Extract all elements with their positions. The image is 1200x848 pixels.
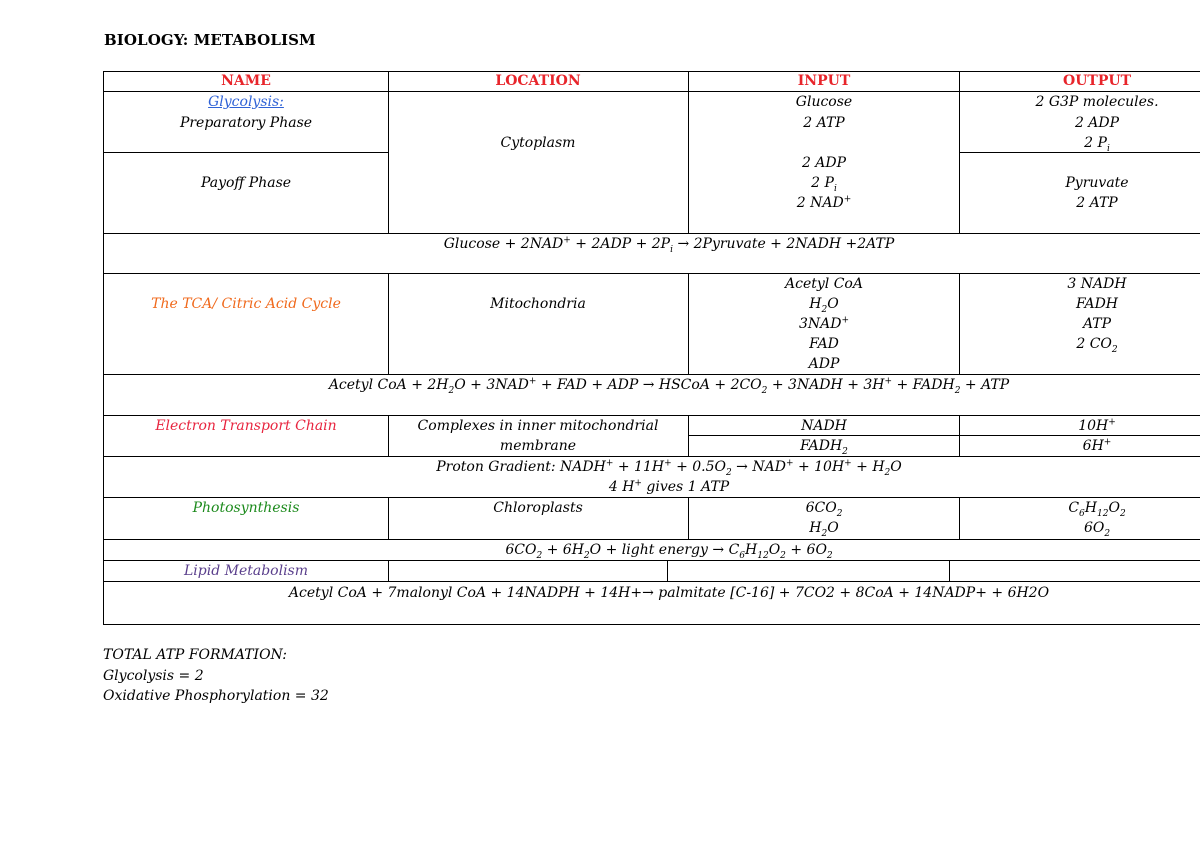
- metabolism-table: [103, 71, 1200, 625]
- payoff-phase-name: Payoff Phase: [200, 175, 292, 191]
- table-rule: [388, 560, 389, 582]
- tca-input-acetyl: Acetyl CoA: [785, 276, 863, 292]
- table-rule: [388, 273, 389, 375]
- lipid-equation: Acetyl CoA + 7malonyl CoA + 14NADPH + 14H+→ palmitate [C-16] + 7CO2 + 8CoA + 14NADP+ + 6H2O: [288, 585, 1050, 601]
- etc-location-line2: membrane: [499, 438, 577, 454]
- etc-input-fadh: $FADH_2$: [800, 438, 848, 457]
- lipid-name: Lipid Metabolism: [183, 563, 309, 579]
- photo-input-h2o: $H_2O$: [809, 520, 839, 539]
- header-name: NAME: [221, 73, 271, 89]
- atp-totals: [103, 645, 329, 707]
- prep-output-g3p: 2 G3P molecules.: [1035, 94, 1159, 110]
- table-rule: [688, 71, 689, 234]
- table-rule: [388, 415, 389, 457]
- header-output: OUTPUT: [1063, 73, 1131, 89]
- etc-input-nadh: NADH: [801, 418, 847, 434]
- table-rule: [959, 71, 960, 234]
- table-rule: [388, 497, 389, 540]
- photo-output-glucose: $C_6H_{12}O_2$: [1068, 500, 1126, 519]
- proton-gradient-equation: Proton Gradient: NADH+ + $11H^+ + 0.5O_2 \to NAD^+ + 10H^+ + H_2O$: [436, 458, 902, 478]
- atp-yield-line: 4 H+ gives 1 ATP: [608, 478, 730, 495]
- photo-output-o2: $6O_2$: [1083, 520, 1111, 539]
- payoff-input-nad: 2 NAD+: [796, 194, 852, 211]
- tca-input-h2o: $H_2O$: [809, 296, 839, 315]
- totals-oxphos: Oxidative Phosphorylation = 32: [103, 688, 329, 704]
- payoff-output-atp: 2 ATP: [1076, 195, 1118, 211]
- table-rule: [688, 497, 689, 540]
- glycolysis-location: Cytoplasm: [500, 135, 576, 151]
- tca-output-co2: 2 $CO_2$: [1076, 336, 1118, 355]
- etc-name: Electron Transport Chain: [155, 418, 337, 434]
- prep-output-adp: 2 ADP: [1074, 115, 1120, 131]
- etc-output-10h: 10H+: [1078, 417, 1116, 434]
- table-rule: [667, 560, 668, 582]
- tca-name: The TCA/ Citric Acid Cycle: [151, 296, 341, 312]
- payoff-input-pi: 2 $P_i$: [811, 175, 837, 194]
- table-rule: [388, 71, 389, 234]
- prep-output-pi: 2 $P_i$: [1084, 135, 1110, 154]
- table-rule: [959, 273, 960, 375]
- etc-location-line1: Complexes in inner mitochondrial: [417, 418, 659, 434]
- payoff-output-pyruvate: Pyruvate: [1065, 175, 1129, 191]
- totals-glycolysis: Glycolysis = 2: [103, 667, 204, 684]
- photosynthesis-equation: $6CO_2 + 6H_2O$ + light energy → $C_6H_{12}O_2 + 6O_2$: [505, 542, 833, 561]
- tca-location: Mitochondria: [490, 296, 586, 312]
- tca-equation: Acetyl CoA + $2H_2O + 3NAD^+$ + FAD + ADP → HSCoA + $2CO_2$ + 3NADH + $3H^+ + FADH_2$ + ATP: [328, 376, 1010, 396]
- glycolysis-equation: $Glucose + 2NAD^+ + 2ADP + 2P_i$ → 2Pyruvate + 2NADH +2ATP: [443, 235, 895, 255]
- table-rule: [104, 581, 1200, 582]
- table-rule: [959, 497, 960, 540]
- header-input: INPUT: [797, 73, 851, 89]
- prep-input-glucose: Glucose: [795, 94, 853, 110]
- tca-output-nadh: 3 NADH: [1067, 276, 1127, 292]
- tca-output-fadh: FADH: [1075, 296, 1119, 312]
- glycolysis-name: Glycolysis:: [208, 94, 284, 110]
- document-title: BIOLOGY: METABOLISM: [104, 31, 316, 49]
- prep-input-atp: 2 ATP: [803, 115, 845, 131]
- tca-input-fad: FAD: [809, 336, 839, 352]
- table-rule: [960, 152, 1200, 153]
- header-location: LOCATION: [495, 73, 581, 89]
- table-rule: [104, 152, 389, 153]
- tca-output-atp: ATP: [1082, 316, 1112, 332]
- table-rule: [688, 273, 689, 375]
- preparatory-phase-name: Preparatory Phase: [179, 115, 313, 131]
- table-rule: [959, 415, 960, 457]
- photo-input-co2: $6CO_2$: [805, 500, 843, 519]
- photosynthesis-name: Photosynthesis: [192, 500, 300, 516]
- tca-input-adp: ADP: [808, 356, 840, 372]
- photosynthesis-location: Chloroplasts: [493, 500, 583, 516]
- table-rule: [689, 435, 1200, 436]
- payoff-input-adp: 2 ADP: [801, 155, 847, 171]
- totals-heading: TOTAL ATP FORMATION:: [103, 647, 288, 663]
- tca-input-nad: 3NAD+: [798, 315, 850, 332]
- table-rule: [104, 273, 1200, 274]
- table-rule: [688, 415, 689, 457]
- table-rule: [949, 560, 950, 582]
- etc-output-6h: 6H+: [1082, 437, 1112, 454]
